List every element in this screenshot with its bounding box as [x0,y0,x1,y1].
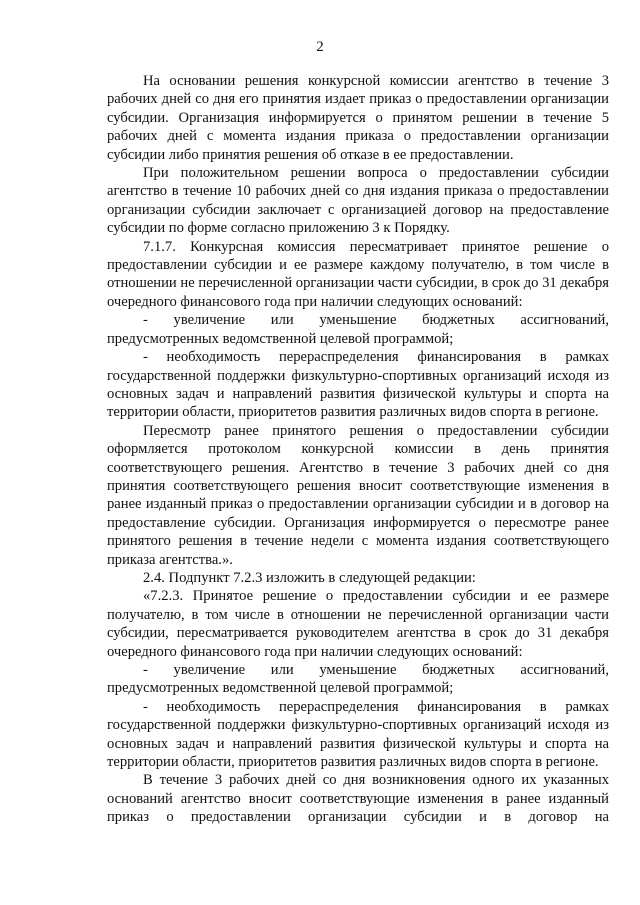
list-item-redistribution-2: - необходимость перераспределения финансирования в рамках государственной поддержки физкультурно-спортивных организаций исходя из основных задач и направлений развития физической культуры и спорта на территории области, приоритетов развития различных видов спорта в регионе. [107,698,609,771]
list-item-budget-change-2: - увеличение или уменьшение бюджетных ассигнований, предусмотренных ведомственной целевой программой; [107,662,609,697]
list-item-redistribution: - необходимость перераспределения финансирования в рамках государственной поддержки физкультурно-спортивных организаций исходя из основных задач и направлений развития физической культуры и спорта на территории области, приоритетов развития различных видов спорта в регионе. [107,349,609,421]
list-item-budget-change: - увеличение или уменьшение бюджетных ассигнований, предусмотренных ведомственной целевой программой; [107,312,609,347]
paragraph-2-4: 2.4. Подпункт 7.2.3 изложить в следующей редакции: [143,569,476,586]
page-number: 2 [316,39,324,55]
document-body [107,72,609,827]
paragraph-changes-continuation: В течение 3 рабочих дней со дня возникновения одного их указанных оснований агентство вносит соответствующие изменения в ранее изданный приказ о предоставлении организации субсидии и в договор на [107,772,609,826]
paragraph-positive-decision: При положительном решении вопроса о предоставлении субсидии агентство в течение 10 рабочих дней со дня издания приказа о предоставлении организации субсидии заключает с организацией договор на предоставление субсидии по форме согласно приложению 3 к Порядку. [107,165,609,237]
paragraph-agency-order: На основании решения конкурсной комиссии агентство в течение 3 рабочих дней со дня его принятия издает приказ о предоставлении организации субсидии. Организация информируется о принятом решении в течение 5 рабочих дней с момента издания приказа о предоставлении организации субсидии либо принятия решения об отказе в ее предоставлении. [107,73,609,163]
paragraph-7-2-3: «7.2.3. Принятое решение о предоставлении субсидии и ее размере получателю, в том числе в отношении не перечисленной организации части субсидии, пересматривается руководителем агентства в срок до 31 декабря очередного финансового года при наличии следующих оснований: [107,588,609,660]
paragraph-review-procedure: Пересмотр ранее принятого решения о предоставлении субсидии оформляется протоколом конкурсной комиссии в день принятия соответствующего решения. Агентство в течение 3 рабочих дней со дня принятия соответствующего решения вносит соответствующие изменения в ранее изданный приказ о предоставлении организации субсидии и в договор на предоставление субсидии. Организация информируется о пересмотре ранее принятого решения в течение недели с момента издания соответствующего приказа агентства.». [107,422,609,568]
paragraph-7-1-7: 7.1.7. Конкурсная комиссия пересматривает принятое решение о предоставлении субсидии и ее размере каждому получателю, в том числе в отношении не перечисленной организации части субсидии, в срок до 31 декабря очередного финансового года при наличии следующих оснований: [107,238,609,310]
